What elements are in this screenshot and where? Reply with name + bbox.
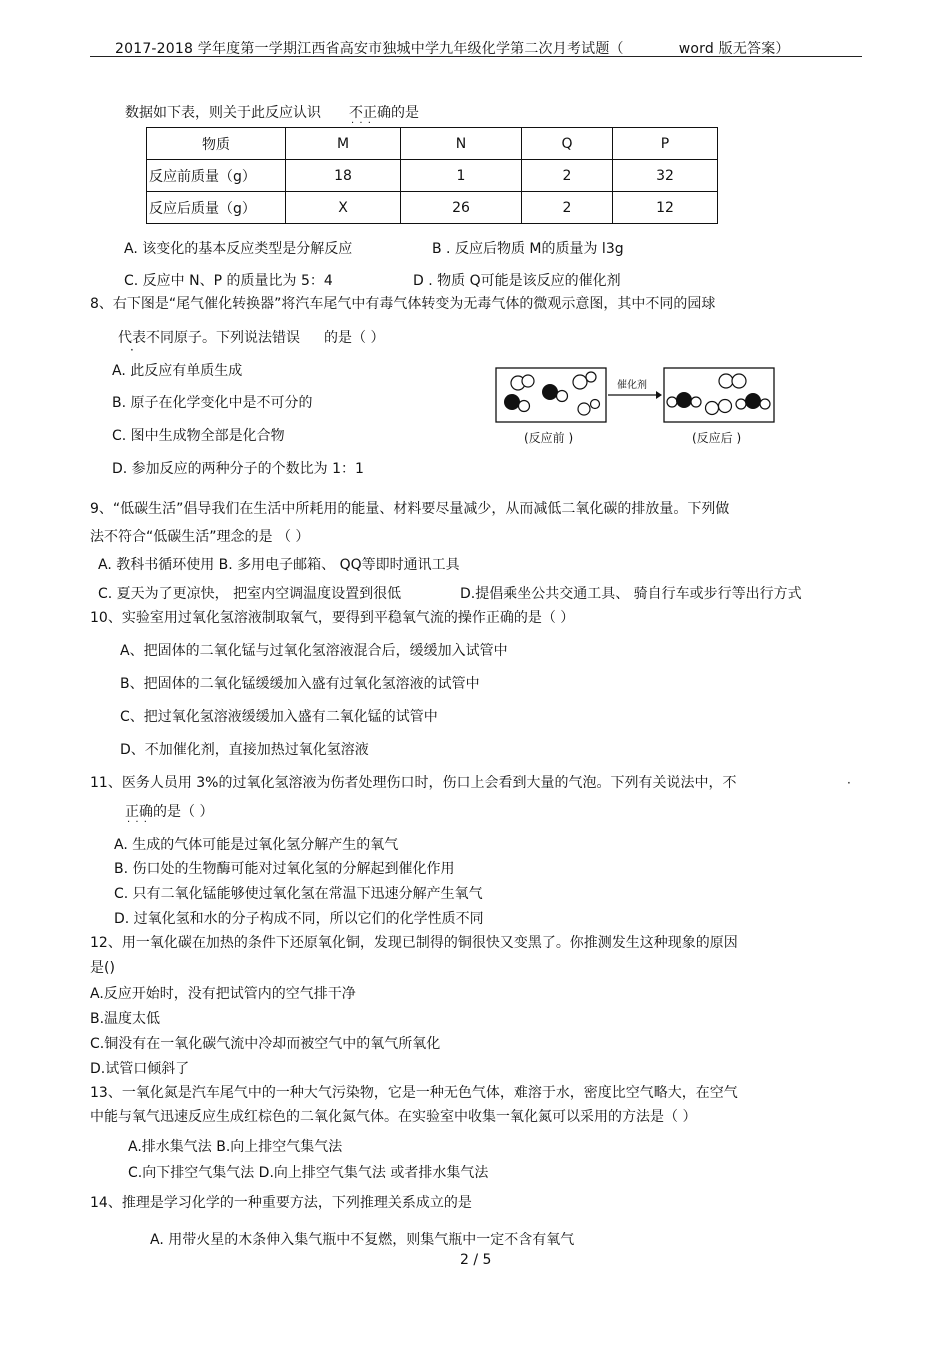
q7-option-a: A. 该变化的基本反应类型是分解反应 (124, 241, 353, 257)
q9-stem-line1: 9、“低碳生活”倡导我们在生活中所耗用的能量、材料要尽量减少，从而减低二氧化碳的排放量。下列做 (90, 501, 730, 517)
q11-option: B. 伤口处的生物酶可能对过氧化氢的分解起到催化作用 (114, 861, 455, 877)
catalyst-label: 催化剂 (617, 380, 647, 391)
q11-emphasis: 正确 · · · (125, 804, 153, 820)
q10-stem: 10、实验室用过氧化氢溶液制取氧气，要得到平稳氧气流的操作正确的是（ ） (90, 610, 575, 626)
q12-option: A.反应开始时，没有把试管内的空气排干净 (90, 986, 356, 1002)
table-cell: 32 (613, 160, 718, 192)
q9-stem-line2: 法不符合“低碳生活”理念的是 （ ） (90, 529, 310, 545)
page-number: 2 / 5 (460, 1252, 492, 1268)
q13-stem-line2: 中能与氧气迅速反应生成红棕色的二氧化氮气体。在实验室中收集一氧化氮可以采用的方法是（ ） (90, 1109, 697, 1125)
q9-options-ab: A. 教科书循环使用 B. 多用电子邮箱、 QQ等即时通讯工具 (98, 557, 460, 573)
table-header-cell: 物质 (147, 128, 286, 160)
table-header-row (147, 128, 718, 160)
q9-option-d: D.提倡乘坐公共交通工具、 骑自行车或步行等出行方式 (460, 586, 802, 602)
q10-option: C、把过氧化氢溶液缓缓加入盛有二氧化锰的试管中 (120, 709, 438, 725)
table-header-cell: M (286, 128, 401, 160)
q13-options-ab: A.排水集气法 B.向上排空气集气法 (128, 1139, 343, 1155)
q8-stem-line2 (118, 327, 384, 347)
after-label: (反应后 ) (692, 431, 742, 445)
q12-stem-line2: 是() (90, 960, 115, 976)
table-header-cell: Q (522, 128, 613, 160)
table-header-cell: P (613, 128, 718, 160)
header-title-left: 2017-2018 学年度第一学期江西省高安市独城中学九年级化学第二次月考试题（ (115, 41, 624, 57)
table-cell: 12 (613, 192, 718, 224)
q13-options-cd: C.向下排空气集气法 D.向上排空气集气法 或者排水集气法 (128, 1165, 489, 1181)
q14-stem: 14、推理是学习化学的一种重要方法，下列推理关系成立的是 (90, 1195, 472, 1211)
page-header (115, 38, 790, 58)
table-cell: 2 (522, 160, 613, 192)
q8-option: D. 参加反应的两种分子的个数比为 1：1 (112, 461, 364, 477)
q8-option: A. 此反应有单质生成 (112, 363, 243, 379)
emphasis-dot: · (847, 776, 851, 790)
q7-emphasis: 不正确 · · · (349, 105, 391, 121)
table-cell: 26 (401, 192, 522, 224)
table-cell: 反应后质量（g） (147, 192, 286, 224)
q8-option: B. 原子在化学变化中是不可分的 (112, 395, 313, 411)
table-cell: 反应前质量（g） (147, 160, 286, 192)
table-header-cell: N (401, 128, 522, 160)
q13-stem-line1: 13、一氧化氮是汽车尾气中的一种大气污染物，它是一种无色气体，难溶于水，密度比空气略大，在空气 (90, 1085, 738, 1101)
header-rule (90, 56, 862, 57)
q8-option: C. 图中生成物全部是化合物 (112, 428, 285, 444)
q14-option-a: A. 用带火星的木条伸入集气瓶中不复燃，则集气瓶中一定不含有氧气 (150, 1232, 575, 1248)
q11-option: A. 生成的气体可能是过氧化氢分解产生的氧气 (114, 837, 399, 853)
q7-option-d: D . 物质 Q可能是该反应的催化剂 (413, 273, 621, 289)
q8-stem-line1: 8、右下图是“尾气催化转换器”将汽车尾气中有毒气体转变为无毒气体的微观示意图，其中不同的园球 (90, 296, 716, 312)
q8-stem-end: 的是（ ） (324, 330, 385, 346)
q11-stem-line2 (125, 801, 213, 821)
q9-option-c: C. 夏天为了更凉快， 把室内空调温度设置到很低 (98, 586, 402, 602)
q12-option: C.铜没有在一氧化碳气流中冷却而被空气中的氧气所氧化 (90, 1036, 441, 1052)
table-cell: X (286, 192, 401, 224)
q10-option: D、不加催化剂，直接加热过氧化氢溶液 (120, 742, 369, 758)
q7-intro (125, 102, 419, 122)
table-row (147, 160, 718, 192)
table-cell: 2 (522, 192, 613, 224)
q12-option: B.温度太低 (90, 1011, 161, 1027)
arrow-head (656, 391, 662, 399)
q7-intro-text: 数据如下表，则关于此反应认识 (125, 105, 321, 121)
q11-option: C. 只有二氧化锰能够使过氧化氢在常温下迅速分解产生氧气 (114, 886, 483, 902)
q11-option: D. 过氧化氢和水的分子构成不同，所以它们的化学性质不同 (114, 911, 484, 927)
reaction-diagram (494, 364, 784, 454)
table-cell: 1 (401, 160, 522, 192)
q8-stem-text: 代表不同原子。下列说法错误 · (118, 330, 300, 346)
q12-stem-line1: 12、用一氧化碳在加热的条件下还原氧化铜，发现已制得的铜很快又变黑了。你推测发生这种现象的原因 (90, 935, 738, 951)
q10-option: B、把固体的二氧化锰缓缓加入盛有过氧化氢溶液的试管中 (120, 676, 480, 692)
table-cell: 18 (286, 160, 401, 192)
q11-stem-end: 的是（ ） (153, 804, 214, 820)
after-molecules (667, 374, 770, 415)
table-row (147, 192, 718, 224)
before-label: (反应前 ) (524, 431, 574, 445)
before-molecules (504, 372, 600, 415)
q10-option: A、把固体的二氧化锰与过氧化氢溶液混合后，缓缓加入试管中 (120, 643, 508, 659)
q7-option-c: C. 反应中 N、P 的质量比为 5：4 (124, 273, 333, 289)
q7-option-b: B . 反应后物质 M的质量为 l3g (432, 241, 624, 257)
header-title-right: word 版无答案） (678, 41, 790, 57)
mass-data-table (146, 127, 718, 224)
q7-intro-end: 的是 (391, 105, 419, 121)
q12-option: D.试管口倾斜了 (90, 1061, 190, 1077)
q11-stem-line1: 11、医务人员用 3%的过氧化氢溶液为伤者处理伤口时，伤口上会看到大量的气泡。下列有关说法中，不 (90, 775, 737, 791)
